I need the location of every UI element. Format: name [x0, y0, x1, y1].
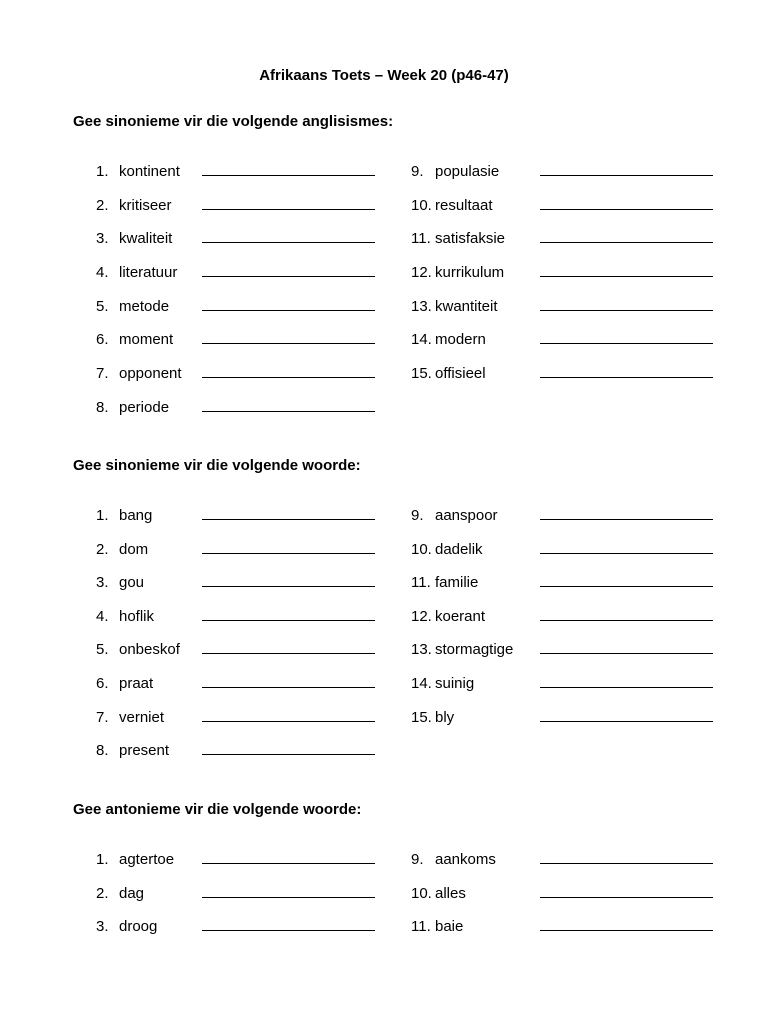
list-item	[96, 196, 426, 216]
item-number: 11.	[411, 574, 431, 591]
answer-blank[interactable]	[540, 377, 713, 378]
list-item	[411, 162, 741, 182]
answer-blank[interactable]	[202, 553, 375, 554]
item-number: 4.	[96, 264, 109, 281]
item-number: 14.	[411, 331, 432, 348]
answer-blank[interactable]	[540, 620, 713, 621]
item-number: 12.	[411, 607, 432, 625]
item-word: alles	[435, 884, 466, 902]
item-word: droog	[119, 918, 158, 935]
item-word: familie	[435, 574, 479, 591]
item-number: 2.	[96, 884, 109, 902]
item-word: aanspoor	[435, 507, 498, 524]
answer-blank[interactable]	[202, 276, 375, 277]
item-number: 13.	[411, 297, 432, 315]
item-number: 10.	[411, 540, 432, 558]
list-item	[96, 573, 426, 593]
list-item	[411, 196, 741, 216]
item-number: 15.	[411, 708, 432, 726]
answer-blank[interactable]	[202, 377, 375, 378]
list-item	[96, 850, 426, 870]
item-number: 4.	[96, 607, 109, 625]
answer-blank[interactable]	[540, 553, 713, 554]
list-item	[96, 263, 426, 283]
answer-blank[interactable]	[540, 586, 713, 587]
answer-blank[interactable]	[540, 653, 713, 654]
item-word: onbeskof	[119, 641, 180, 658]
item-number: 11.	[411, 918, 431, 935]
section-heading-anglisismes: Gee sinonieme vir die volgende anglisismes:	[73, 113, 394, 130]
section-heading-sinonieme: Gee sinonieme vir die volgende woorde:	[73, 457, 361, 474]
answer-blank[interactable]	[540, 519, 713, 520]
list-item	[411, 640, 741, 660]
item-number: 1.	[96, 851, 109, 868]
answer-blank[interactable]	[202, 653, 375, 654]
list-item	[411, 364, 741, 384]
item-number: 12.	[411, 264, 432, 281]
answer-blank[interactable]	[202, 209, 375, 210]
item-word: bly	[435, 708, 455, 726]
item-word: koerant	[435, 607, 486, 625]
item-word: metode	[119, 297, 170, 315]
list-item	[411, 297, 741, 317]
answer-blank[interactable]	[540, 721, 713, 722]
list-item	[411, 506, 741, 526]
item-word: moment	[119, 331, 174, 348]
item-number: 5.	[96, 297, 109, 315]
answer-blank[interactable]	[540, 687, 713, 688]
answer-blank[interactable]	[202, 930, 375, 931]
item-word: suinig	[435, 675, 475, 692]
item-word: offisieel	[435, 365, 486, 382]
answer-blank[interactable]	[540, 242, 713, 243]
list-item	[96, 229, 426, 249]
list-item	[411, 573, 741, 593]
item-number: 1.	[96, 163, 109, 180]
item-word: stormagtige	[435, 641, 514, 658]
item-word: kurrikulum	[435, 264, 505, 281]
item-number: 3.	[96, 230, 109, 247]
item-word: kwantiteit	[435, 297, 498, 315]
list-item	[96, 884, 426, 904]
item-word: aankoms	[435, 851, 496, 868]
item-number: 8.	[96, 742, 109, 759]
answer-blank[interactable]	[540, 310, 713, 311]
list-item	[96, 917, 426, 937]
answer-blank[interactable]	[202, 242, 375, 243]
item-number: 1.	[96, 507, 109, 524]
item-number: 6.	[96, 331, 109, 348]
answer-blank[interactable]	[202, 687, 375, 688]
list-item	[96, 607, 426, 627]
answer-blank[interactable]	[202, 310, 375, 311]
answer-blank[interactable]	[202, 175, 375, 176]
answer-blank[interactable]	[202, 343, 375, 344]
list-item	[96, 674, 426, 694]
answer-blank[interactable]	[540, 343, 713, 344]
item-word: kontinent	[119, 163, 180, 180]
page-title: Afrikaans Toets – Week 20 (p46-47)	[259, 67, 509, 84]
item-word: present	[119, 742, 170, 759]
answer-blank[interactable]	[202, 620, 375, 621]
list-item	[96, 506, 426, 526]
item-number: 2.	[96, 540, 109, 558]
list-item	[96, 297, 426, 317]
list-item	[96, 364, 426, 384]
item-number: 9.	[411, 851, 424, 868]
list-item	[96, 330, 426, 350]
answer-blank[interactable]	[202, 721, 375, 722]
list-item	[96, 540, 426, 560]
list-item	[96, 398, 426, 418]
item-word: verniet	[119, 708, 165, 726]
answer-blank[interactable]	[540, 897, 713, 898]
answer-blank[interactable]	[540, 276, 713, 277]
item-word: baie	[435, 918, 464, 935]
item-number: 14.	[411, 675, 432, 692]
answer-blank[interactable]	[202, 863, 375, 864]
list-item	[411, 674, 741, 694]
answer-blank[interactable]	[202, 411, 375, 412]
list-item	[411, 540, 741, 560]
item-word: periode	[119, 398, 170, 416]
list-item	[96, 162, 426, 182]
item-word: dom	[119, 540, 149, 558]
item-word: kwaliteit	[119, 230, 173, 247]
answer-blank[interactable]	[202, 586, 375, 587]
list-item	[411, 850, 741, 870]
item-number: 5.	[96, 641, 109, 658]
item-number: 2.	[96, 196, 109, 214]
item-number: 9.	[411, 163, 424, 180]
item-word: resultaat	[435, 196, 493, 214]
answer-blank[interactable]	[540, 863, 713, 864]
item-number: 3.	[96, 574, 109, 591]
list-item	[411, 263, 741, 283]
item-word: dag	[119, 884, 145, 902]
list-item	[411, 917, 741, 937]
item-word: hoflik	[119, 607, 155, 625]
item-number: 13.	[411, 641, 432, 658]
item-word: dadelik	[435, 540, 483, 558]
item-number: 7.	[96, 708, 109, 726]
list-item	[96, 741, 426, 761]
item-word: agtertoe	[119, 851, 175, 868]
list-item	[96, 640, 426, 660]
item-word: opponent	[119, 365, 182, 382]
item-word: populasie	[435, 163, 500, 180]
answer-blank[interactable]	[540, 209, 713, 210]
item-number: 11.	[411, 230, 431, 247]
section-heading-antonieme: Gee antonieme vir die volgende woorde:	[73, 801, 362, 818]
item-word: literatuur	[119, 264, 178, 281]
answer-blank[interactable]	[202, 754, 375, 755]
answer-blank[interactable]	[540, 175, 713, 176]
item-number: 9.	[411, 507, 424, 524]
answer-blank[interactable]	[202, 519, 375, 520]
item-word: praat	[119, 675, 154, 692]
item-number: 3.	[96, 918, 109, 935]
item-word: modern	[435, 331, 486, 348]
item-word: kritiseer	[119, 196, 172, 214]
item-number: 8.	[96, 398, 109, 416]
list-item	[96, 708, 426, 728]
item-number: 7.	[96, 365, 109, 382]
item-word: bang	[119, 507, 153, 524]
item-number: 10.	[411, 884, 432, 902]
item-word: gou	[119, 574, 145, 591]
answer-blank[interactable]	[540, 930, 713, 931]
list-item	[411, 708, 741, 728]
list-item	[411, 884, 741, 904]
list-item	[411, 229, 741, 249]
list-item	[411, 607, 741, 627]
item-number: 10.	[411, 196, 432, 214]
item-number: 15.	[411, 365, 432, 382]
item-word: satisfaksie	[435, 230, 506, 247]
answer-blank[interactable]	[202, 897, 375, 898]
list-item	[411, 330, 741, 350]
item-number: 6.	[96, 675, 109, 692]
